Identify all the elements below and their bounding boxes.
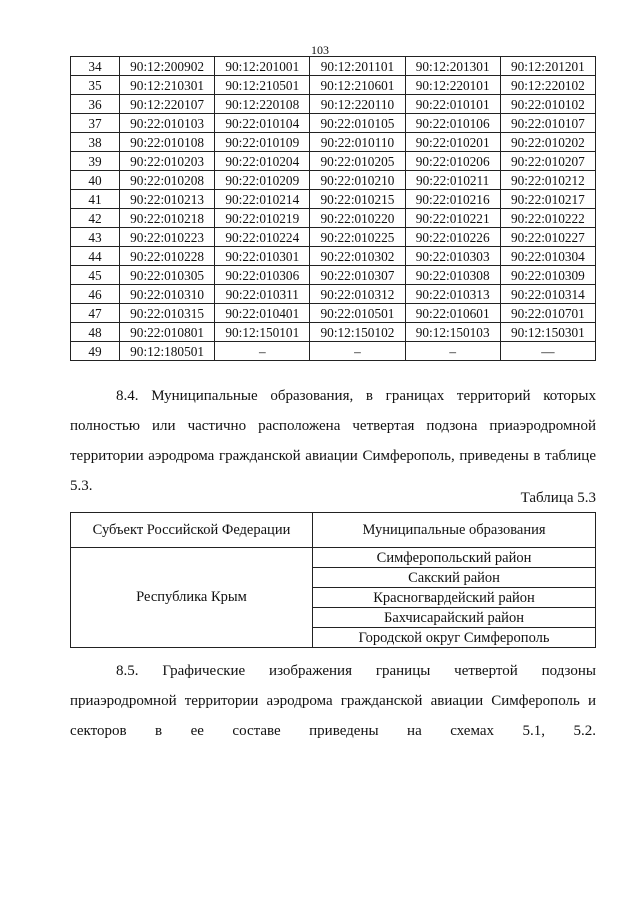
- cadastral-number-cell: 90:12:210301: [120, 76, 215, 95]
- cadastral-number-cell: 90:22:010224: [215, 228, 310, 247]
- cadastral-number-cell: 90:22:010201: [405, 133, 500, 152]
- paragraph-8-5: [70, 656, 596, 746]
- cadastral-number-cell: 90:22:010106: [405, 114, 500, 133]
- cadastral-number-cell: 90:22:010218: [120, 209, 215, 228]
- cadastral-number-cell: 90:12:220110: [310, 95, 405, 114]
- cadastral-number-cell: 90:12:220107: [120, 95, 215, 114]
- cadastral-number-cell: 90:22:010101: [405, 95, 500, 114]
- row-number: 49: [71, 342, 120, 361]
- municipalities-table-body: [71, 548, 596, 648]
- table-row: [71, 95, 596, 114]
- cadastral-number-cell: 90:22:010211: [405, 171, 500, 190]
- cadastral-number-cell: 90:22:010210: [310, 171, 405, 190]
- row-number: 42: [71, 209, 120, 228]
- cadastral-number-cell: 90:22:010305: [120, 266, 215, 285]
- page-number: 103: [311, 43, 329, 57]
- cadastral-number-cell: 90:22:010102: [500, 95, 595, 114]
- cadastral-number-cell: 90:12:180501: [120, 342, 215, 361]
- cadastral-number-cell: 90:22:010307: [310, 266, 405, 285]
- cadastral-number-cell: 90:22:010214: [215, 190, 310, 209]
- paragraph-8-4-number: 8.4.: [116, 388, 139, 404]
- cadastral-number-cell: –: [405, 342, 500, 361]
- municipality-cell: Симферопольский район: [313, 548, 596, 568]
- municipalities-table-header-row: [71, 513, 596, 548]
- row-number: 38: [71, 133, 120, 152]
- cadastral-number-cell: 90:22:010221: [405, 209, 500, 228]
- cadastral-number-cell: 90:22:010209: [215, 171, 310, 190]
- cadastral-number-cell: 90:22:010202: [500, 133, 595, 152]
- cadastral-number-cell: 90:22:010205: [310, 152, 405, 171]
- table-5-3-caption: Таблица 5.3: [520, 490, 596, 506]
- header-subject: Субъект Российской Федерации: [71, 513, 313, 548]
- subject-cell: Республика Крым: [71, 548, 313, 648]
- cadastral-number-cell: 90:12:220102: [500, 76, 595, 95]
- cadastral-number-cell: –: [310, 342, 405, 361]
- cadastral-number-cell: 90:22:010315: [120, 304, 215, 323]
- cadastral-number-cell: 90:22:010304: [500, 247, 595, 266]
- cadastral-number-cell: 90:22:010107: [500, 114, 595, 133]
- table-row: [71, 152, 596, 171]
- cadastral-number-cell: 90:22:010801: [120, 323, 215, 342]
- cadastral-number-cell: 90:22:010207: [500, 152, 595, 171]
- table-row: [71, 247, 596, 266]
- cadastral-number-cell: 90:12:201301: [405, 57, 500, 76]
- cadastral-number-cell: 90:12:201001: [215, 57, 310, 76]
- cadastral-number-cell: 90:22:010401: [215, 304, 310, 323]
- table-row: [71, 57, 596, 76]
- cadastral-number-cell: 90:22:010225: [310, 228, 405, 247]
- paragraph-8-4-text: Муниципальные образования, в границах территорий которых полностью или частично расположена четвертая подзона приаэродромной территории аэродрома гражданской авиации Симферополь, приведены в таблице 5.3.: [70, 388, 597, 494]
- row-number: 46: [71, 285, 120, 304]
- table-row: [71, 228, 596, 247]
- cadastral-number-cell: 90:22:010104: [215, 114, 310, 133]
- cadastral-number-cell: 90:12:150301: [500, 323, 595, 342]
- row-number: 41: [71, 190, 120, 209]
- cadastral-number-cell: 90:22:010110: [310, 133, 405, 152]
- row-number: 36: [71, 95, 120, 114]
- cadastral-number-cell: 90:22:010701: [500, 304, 595, 323]
- cadastral-number-cell: 90:22:010203: [120, 152, 215, 171]
- cadastral-number-cell: 90:22:010310: [120, 285, 215, 304]
- cadastral-number-cell: 90:12:220108: [215, 95, 310, 114]
- paragraph-8-5-number: 8.5.: [116, 663, 139, 679]
- municipality-cell: Городской округ Симферополь: [313, 628, 596, 648]
- row-number: 39: [71, 152, 120, 171]
- table-row: [71, 548, 596, 568]
- table-row: [71, 133, 596, 152]
- row-number: 43: [71, 228, 120, 247]
- cadastral-number-cell: 90:22:010222: [500, 209, 595, 228]
- table-row: [71, 209, 596, 228]
- header-municipal: Муниципальные образования: [313, 513, 596, 548]
- cadastral-number-cell: 90:22:010226: [405, 228, 500, 247]
- cadastral-number-cell: 90:12:220101: [405, 76, 500, 95]
- cadastral-number-cell: 90:22:010223: [120, 228, 215, 247]
- cadastral-number-cell: 90:22:010306: [215, 266, 310, 285]
- municipality-cell: Бахчисарайский район: [313, 608, 596, 628]
- cadastral-number-cell: 90:12:201101: [310, 57, 405, 76]
- cadastral-number-cell: 90:22:010103: [120, 114, 215, 133]
- cadastral-numbers-table: [70, 56, 596, 361]
- row-number: 37: [71, 114, 120, 133]
- cadastral-number-cell: 90:12:210601: [310, 76, 405, 95]
- cadastral-number-cell: 90:22:010108: [120, 133, 215, 152]
- table-row: [71, 285, 596, 304]
- table-row: [71, 342, 596, 361]
- cadastral-number-cell: –: [215, 342, 310, 361]
- cadastral-number-cell: 90:12:210501: [215, 76, 310, 95]
- table-row: [71, 76, 596, 95]
- cadastral-number-cell: 90:22:010302: [310, 247, 405, 266]
- cadastral-number-cell: 90:22:010208: [120, 171, 215, 190]
- cadastral-number-cell: 90:22:010105: [310, 114, 405, 133]
- cadastral-number-cell: 90:12:150102: [310, 323, 405, 342]
- cadastral-number-cell: 90:22:010311: [215, 285, 310, 304]
- cadastral-number-cell: 90:22:010220: [310, 209, 405, 228]
- cadastral-number-cell: 90:22:010501: [310, 304, 405, 323]
- cadastral-number-cell: 90:22:010217: [500, 190, 595, 209]
- row-number: 40: [71, 171, 120, 190]
- cadastral-number-cell: 90:22:010204: [215, 152, 310, 171]
- cadastral-number-cell: —: [500, 342, 595, 361]
- row-number: 44: [71, 247, 120, 266]
- cadastral-number-cell: 90:22:010228: [120, 247, 215, 266]
- table-row: [71, 323, 596, 342]
- cadastral-number-cell: 90:12:150103: [405, 323, 500, 342]
- cadastral-number-cell: 90:22:010309: [500, 266, 595, 285]
- cadastral-number-cell: 90:22:010215: [310, 190, 405, 209]
- table-row: [71, 114, 596, 133]
- cadastral-number-cell: 90:22:010216: [405, 190, 500, 209]
- cadastral-number-cell: 90:22:010601: [405, 304, 500, 323]
- cadastral-number-cell: 90:22:010212: [500, 171, 595, 190]
- cadastral-number-cell: 90:22:010213: [120, 190, 215, 209]
- cadastral-number-cell: 90:22:010227: [500, 228, 595, 247]
- paragraph-8-4: [70, 381, 596, 501]
- table-row: [71, 304, 596, 323]
- cadastral-number-cell: 90:22:010303: [405, 247, 500, 266]
- cadastral-number-cell: 90:22:010206: [405, 152, 500, 171]
- cadastral-number-cell: 90:12:200902: [120, 57, 215, 76]
- table-row: [71, 190, 596, 209]
- row-number: 47: [71, 304, 120, 323]
- cadastral-number-cell: 90:22:010219: [215, 209, 310, 228]
- table-row: [71, 266, 596, 285]
- row-number: 34: [71, 57, 120, 76]
- cadastral-table-body: [71, 57, 596, 361]
- row-number: 45: [71, 266, 120, 285]
- cadastral-number-cell: 90:22:010314: [500, 285, 595, 304]
- municipalities-table: [70, 512, 596, 648]
- cadastral-number-cell: 90:22:010301: [215, 247, 310, 266]
- cadastral-number-cell: 90:22:010313: [405, 285, 500, 304]
- table-row: [71, 171, 596, 190]
- paragraph-8-5-text: Графические изображения границы четвертой подзоны приаэродромной территории аэродрома гражданской авиации Симферополь и секторов в ее составе приведены на схемах 5.1, 5.2.: [70, 663, 596, 739]
- row-number: 48: [71, 323, 120, 342]
- row-number: 35: [71, 76, 120, 95]
- municipality-cell: Красногвардейский район: [313, 588, 596, 608]
- cadastral-number-cell: 90:22:010308: [405, 266, 500, 285]
- cadastral-number-cell: 90:12:150101: [215, 323, 310, 342]
- municipality-cell: Сакский район: [313, 568, 596, 588]
- cadastral-number-cell: 90:22:010109: [215, 133, 310, 152]
- cadastral-number-cell: 90:22:010312: [310, 285, 405, 304]
- cadastral-number-cell: 90:12:201201: [500, 57, 595, 76]
